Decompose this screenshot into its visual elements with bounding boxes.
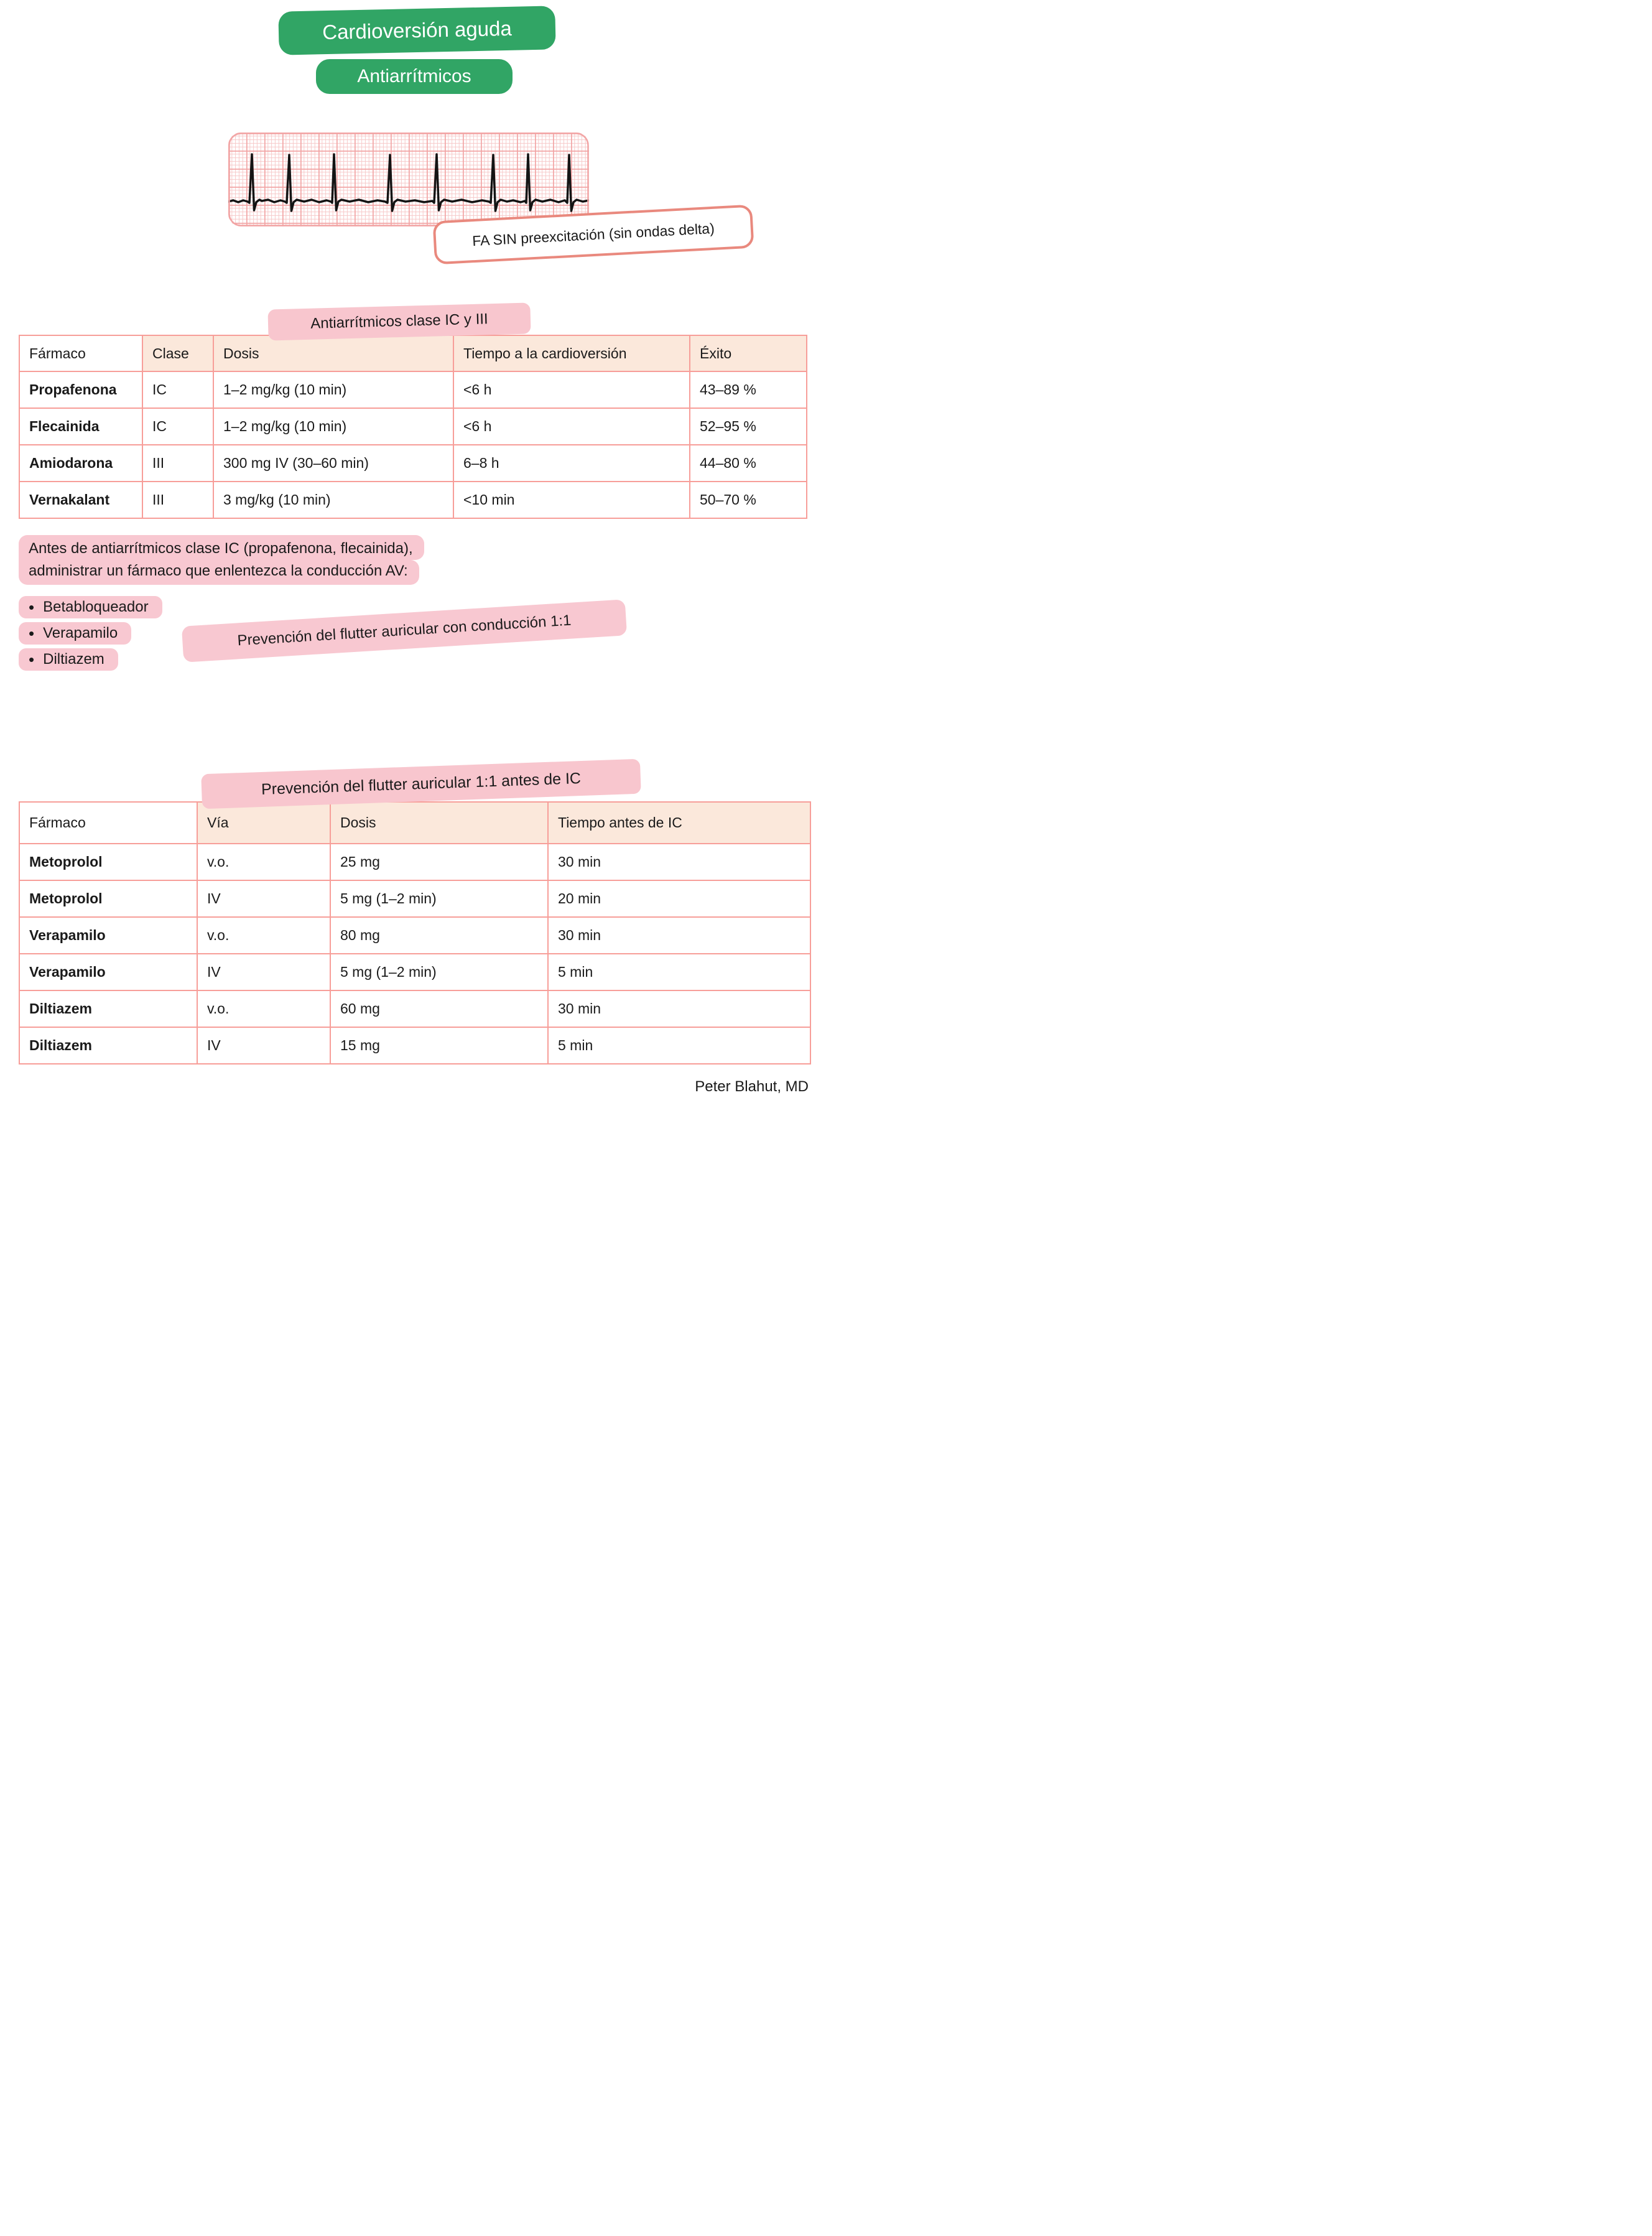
table-row	[19, 371, 807, 408]
ecg-caption-badge: FA SIN preexcitación (sin ondas delta)	[433, 205, 754, 265]
cell-dosis: 60 mg	[330, 990, 548, 1027]
flutter-warning-badge: Prevención del flutter auricular con conducción 1:1	[182, 599, 627, 662]
cell-tiempo: <10 min	[453, 482, 690, 518]
cell-drug: Vernakalant	[19, 482, 142, 518]
cell-drug: Flecainida	[19, 408, 142, 445]
cell-drug: Metoprolol	[19, 880, 197, 917]
flutter-prevention-table	[19, 801, 810, 1064]
bullet-icon: •	[29, 650, 35, 669]
cell-dosis: 5 mg (1–2 min)	[330, 880, 548, 917]
table-row	[19, 880, 810, 917]
cell-dosis: 5 mg (1–2 min)	[330, 954, 548, 990]
ecg-strip	[228, 133, 589, 226]
antiarrhythmics-table	[19, 335, 806, 519]
cell-dosis: 1–2 mg/kg (10 min)	[213, 371, 453, 408]
infographic-page	[0, 0, 826, 1118]
table2-title-badge: Prevención del flutter auricular 1:1 antes de IC	[201, 759, 641, 809]
title-badge-primary: Cardioversión aguda	[278, 6, 555, 55]
cell-dosis: 3 mg/kg (10 min)	[213, 482, 453, 518]
table1-header-row	[19, 335, 807, 371]
table-row	[19, 917, 810, 954]
cell-clase: III	[142, 445, 213, 482]
cell-drug: Verapamilo	[19, 954, 197, 990]
author-credit: Peter Blahut, MD	[695, 1078, 809, 1095]
col-header-dosis: Dosis	[330, 802, 548, 844]
cell-exito: 52–95 %	[690, 408, 807, 445]
note-line: Antes de antiarrítmicos clase IC (propafenona, flecainida),	[19, 535, 424, 560]
cell-dosis: 1–2 mg/kg (10 min)	[213, 408, 453, 445]
cell-tiempo: 30 min	[548, 844, 810, 880]
col-header-exito: Éxito	[690, 335, 807, 371]
bullet-label: Verapamilo	[43, 625, 118, 641]
table-row	[19, 445, 807, 482]
col-header-farmaco: Fármaco	[19, 802, 197, 844]
cell-exito: 43–89 %	[690, 371, 807, 408]
ecg-image	[228, 133, 589, 226]
table-row	[19, 954, 810, 990]
bullet-icon: •	[29, 598, 35, 617]
cell-tiempo: 6–8 h	[453, 445, 690, 482]
table-row	[19, 844, 810, 880]
cell-dosis: 25 mg	[330, 844, 548, 880]
col-header-dosis: Dosis	[213, 335, 453, 371]
table2	[19, 801, 811, 1064]
cell-exito: 50–70 %	[690, 482, 807, 518]
cell-clase: IC	[142, 408, 213, 445]
cell-dosis: 300 mg IV (30–60 min)	[213, 445, 453, 482]
table1-title-badge: Antiarrítmicos clase IC y III	[267, 302, 531, 340]
cell-via: v.o.	[197, 917, 330, 954]
bullet-label: Betabloqueador	[43, 599, 149, 615]
cell-exito: 44–80 %	[690, 445, 807, 482]
col-header-tiempo: Tiempo a la cardioversión	[453, 335, 690, 371]
cell-tiempo: <6 h	[453, 371, 690, 408]
cell-via: IV	[197, 880, 330, 917]
note-line: administrar un fármaco que enlentezca la conducción AV:	[19, 560, 419, 585]
note-bullet-item	[19, 622, 131, 645]
cell-tiempo: 30 min	[548, 990, 810, 1027]
note-bullet-item	[19, 648, 118, 671]
cell-drug: Diltiazem	[19, 1027, 197, 1064]
table-row	[19, 990, 810, 1027]
note-bullet-item	[19, 596, 162, 618]
cell-drug: Diltiazem	[19, 990, 197, 1027]
cell-via: IV	[197, 1027, 330, 1064]
table2-header-row	[19, 802, 810, 844]
cell-drug: Propafenona	[19, 371, 142, 408]
cell-dosis: 80 mg	[330, 917, 548, 954]
col-header-clase: Clase	[142, 335, 213, 371]
title-badge-secondary: Antiarrítmicos	[316, 59, 513, 94]
table-row	[19, 482, 807, 518]
table-row	[19, 408, 807, 445]
col-header-via: Vía	[197, 802, 330, 844]
cell-dosis: 15 mg	[330, 1027, 548, 1064]
col-header-farmaco: Fármaco	[19, 335, 142, 371]
bullet-icon: •	[29, 624, 35, 643]
cell-clase: III	[142, 482, 213, 518]
col-header-tiempo-antes: Tiempo antes de IC	[548, 802, 810, 844]
cell-tiempo: 30 min	[548, 917, 810, 954]
cell-drug: Metoprolol	[19, 844, 197, 880]
cell-clase: IC	[142, 371, 213, 408]
cell-drug: Amiodarona	[19, 445, 142, 482]
cell-via: IV	[197, 954, 330, 990]
table-row	[19, 1027, 810, 1064]
cell-tiempo: 5 min	[548, 1027, 810, 1064]
cell-tiempo: <6 h	[453, 408, 690, 445]
cell-via: v.o.	[197, 990, 330, 1027]
cell-via: v.o.	[197, 844, 330, 880]
cell-tiempo: 20 min	[548, 880, 810, 917]
cell-tiempo: 5 min	[548, 954, 810, 990]
table1	[19, 335, 807, 519]
cell-drug: Verapamilo	[19, 917, 197, 954]
bullet-label: Diltiazem	[43, 651, 104, 668]
